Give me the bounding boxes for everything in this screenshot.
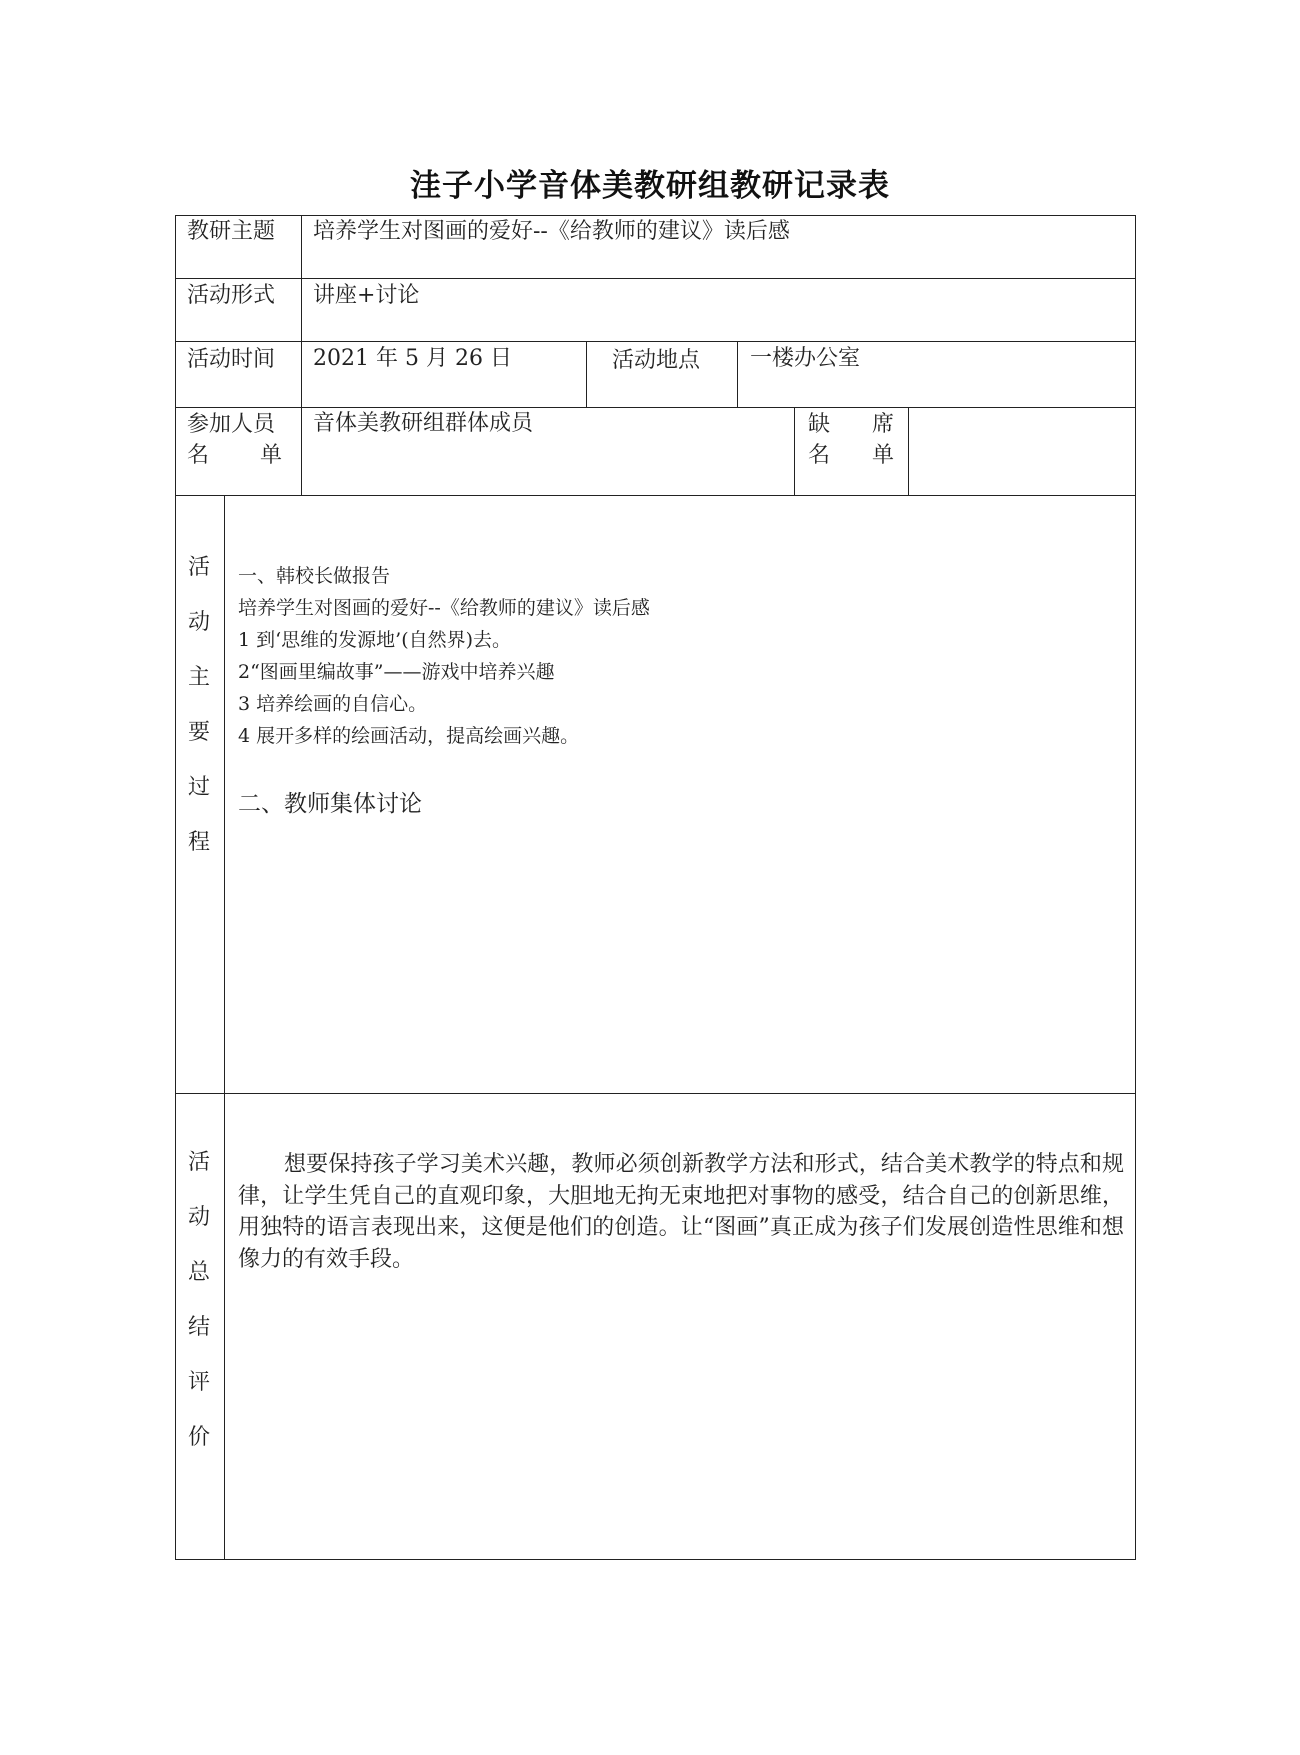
participants-value: 音体美教研组群体成员: [313, 411, 534, 436]
row-divider: [175, 495, 1136, 496]
process-section-two: 二、教师集体讨论: [238, 791, 422, 817]
topic-value: 培养学生对图画的爱好--《给教师的建议》读后感: [313, 219, 790, 244]
summary-label-char: 活: [188, 1150, 211, 1175]
time-value: 2021 年 5 月 26 日: [313, 346, 512, 371]
process-label-char: 主: [188, 665, 211, 690]
column-divider: [794, 407, 795, 495]
column-divider: [586, 341, 587, 407]
page-title: 洼子小学音体美教研组教研记录表: [410, 168, 890, 204]
process-label-char: 要: [188, 720, 211, 745]
process-line: 一、韩校长做报告: [238, 565, 391, 587]
time-label: 活动时间: [187, 347, 276, 372]
summary-label-char: 价: [188, 1425, 211, 1450]
process-line: 2“图画里编故事”——游戏中培养兴趣: [238, 661, 555, 683]
row-divider: [175, 341, 1136, 342]
row-divider: [175, 1093, 1136, 1094]
participants-label-char: 单: [259, 443, 282, 468]
topic-label: 教研主题: [187, 219, 276, 244]
summary-label: [188, 1135, 210, 1465]
process-line: 1 到‘思维的发源地’(自然界)去。: [238, 629, 512, 651]
participants-label-char: 名: [187, 443, 210, 468]
label-column-divider: [301, 215, 302, 495]
process-line: 3 培养绘画的自信心。: [238, 693, 428, 715]
absent-label-char: 单: [871, 443, 894, 468]
process-content: [238, 560, 650, 752]
absent-label-char: 缺: [808, 412, 831, 437]
row-divider: [175, 407, 1136, 408]
process-label-char: 程: [188, 830, 211, 855]
column-divider: [737, 341, 738, 407]
participants-label-line2: [187, 442, 282, 470]
summary-label-char: 评: [188, 1370, 211, 1395]
place-label: 活动地点: [612, 348, 701, 373]
summary-label-char: 总: [188, 1260, 211, 1285]
column-divider: [908, 407, 909, 495]
row-divider: [175, 278, 1136, 279]
participants-label: 参加人员: [187, 412, 276, 437]
process-label-divider: [224, 495, 225, 1560]
process-label: [188, 540, 210, 870]
process-label-char: 动: [188, 610, 211, 635]
summary-text: 想要保持孩子学习美术兴趣，教师必须创新教学方法和形式，结合美术教学的特点和规律，让学生凭自己的直观印象，大胆地无拘无束地把对事物的感受，结合自己的创新思维，用独特的语言表现出来，这便是他们的创造。让“图画”真正成为孩子们发展创造性思维和想像力的有效手段。: [238, 1152, 1124, 1272]
place-value: 一楼办公室: [750, 346, 861, 371]
summary-label-char: 动: [188, 1205, 211, 1230]
summary-label-char: 结: [188, 1315, 211, 1340]
absent-label-line2: [808, 442, 894, 470]
process-label-char: 过: [188, 775, 211, 800]
absent-label-char: 名: [808, 443, 831, 468]
form-label: 活动形式: [187, 283, 276, 308]
process-line: 4 展开多样的绘画活动，提高绘画兴趣。: [238, 725, 580, 747]
form-value: 讲座+讨论: [313, 283, 420, 308]
absent-label: [808, 411, 894, 439]
process-line: 培养学生对图画的爱好--《给教师的建议》读后感: [238, 597, 650, 619]
process-label-char: 活: [188, 555, 211, 580]
absent-label-char: 席: [871, 412, 894, 437]
